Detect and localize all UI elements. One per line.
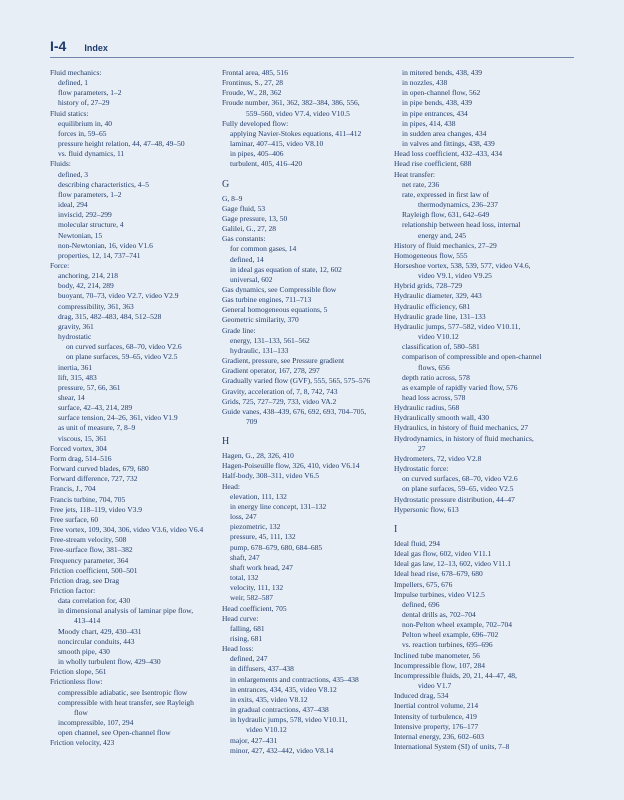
- index-subentry: in pipe bends, 438, 439: [402, 98, 472, 108]
- index-subentry: describing characteristics, 4–5: [58, 179, 150, 189]
- index-subentry: surface, 42–43, 214, 289: [58, 403, 133, 413]
- index-subentry: on curved surfaces, 68–70, video V2.6: [402, 474, 518, 484]
- index-subentry: flow parameters, 1–2: [58, 189, 122, 199]
- index-entry: Gage fluid, 53: [222, 203, 266, 213]
- index-entry: Inclined tube manometer, 56: [394, 650, 480, 660]
- index-entry: Intensive property, 176–177: [394, 721, 479, 731]
- index-entry: Half-body, 308–311, video V6.5: [222, 471, 320, 481]
- index-subentry: in mitered bends, 438, 439: [402, 68, 482, 77]
- index-subentry: molecular structure, 4: [58, 220, 124, 230]
- index-entry: Grade line:: [222, 325, 256, 335]
- index-entry: Forward curved blades, 679, 680: [50, 464, 149, 474]
- index-subentry: dental drills as, 702–704: [402, 609, 476, 619]
- index-subentry: pump, 678–679, 680, 684–685: [230, 542, 323, 552]
- index-subentry: rate, expressed in first law of: [402, 189, 490, 199]
- index-subentry: video V10.12: [418, 332, 459, 342]
- index-subentry: pressure, 45, 111, 132: [230, 532, 296, 542]
- index-subentry: pressure, 57, 66, 361: [58, 382, 121, 392]
- index-entry: Gradient, pressure, see Pressure gradient: [222, 356, 345, 366]
- index-entry: Francis turbine, 704, 705: [50, 494, 126, 504]
- index-entry: Heat transfer:: [394, 169, 436, 179]
- index-entry: General homogeneous equations, 5: [222, 305, 328, 315]
- index-entry: Head:: [222, 481, 240, 491]
- page-header: [50, 38, 108, 54]
- index-subentry: properties, 12, 14, 737–741: [58, 250, 141, 260]
- index-entry: Impulse turbines, video V12.5: [394, 589, 485, 599]
- index-subentry: hydrostatic: [58, 332, 92, 342]
- index-subentry: energy, 131–133, 561–562: [230, 335, 310, 345]
- index-subentry: classification of, 580–581: [402, 342, 480, 352]
- index-entry: Horseshoe vortex, 538, 539, 577, video V4.6,: [394, 260, 531, 270]
- index-subentry: Moody chart, 429, 430–431: [58, 626, 142, 636]
- index-subentry: in open-channel flow, 562: [402, 88, 481, 98]
- index-subentry: vs. reaction turbines, 695–696: [402, 640, 493, 650]
- index-entry: Forced vortex, 304: [50, 443, 107, 453]
- index-entry: Fluid mechanics:: [50, 68, 102, 77]
- index-entry: Form drag, 514–516: [50, 453, 112, 463]
- index-entry: Friction slope, 561: [50, 667, 107, 677]
- index-subentry: 413–414: [74, 616, 101, 626]
- index-entry: Hydraulic diameter, 329, 443: [394, 291, 482, 301]
- index-entry: Froude, W., 28, 362: [222, 88, 282, 98]
- index-subentry: equilibrium in, 40: [58, 118, 112, 128]
- index-subentry: for common gases, 14: [230, 244, 297, 254]
- index-entry: Gradient operator, 167, 278, 297: [222, 366, 320, 376]
- index-entry: Force:: [50, 260, 70, 270]
- index-subentry: video V1.7: [418, 681, 452, 691]
- index-subentry: in sudden area changes, 434: [402, 128, 487, 138]
- index-subentry: data correlation for, 430: [58, 596, 131, 606]
- index-subentry: comparison of compressible and open-channel: [402, 352, 542, 362]
- index-entry: Incompressible flow, 107, 284: [394, 660, 485, 670]
- index-entry: Hydraulic jumps, 577–582, video V10.11,: [394, 321, 521, 331]
- index-subentry: on plane surfaces, 59–65, video V2.5: [66, 352, 178, 362]
- index-subentry: compressible with heat transfer, see Rayleigh: [58, 697, 194, 707]
- index-entry: Fully developed flow:: [222, 118, 289, 128]
- index-subentry: open channel, see Open-channel flow: [58, 728, 171, 738]
- index-subentry: energy and, 245: [418, 230, 466, 240]
- index-entry: Friction drag, see Drag: [50, 575, 120, 585]
- index-entry: Gas dynamics, see Compressible flow: [222, 284, 337, 294]
- index-entry: Free jets, 118–119, video V3.9: [50, 504, 143, 514]
- index-subentry: 709: [246, 417, 258, 426]
- index-subentry: in entrances, 434, 435, video V8.12: [230, 684, 337, 694]
- index-subentry: major, 427–431: [230, 735, 278, 745]
- index-entry: History of fluid mechanics, 27–29: [394, 240, 497, 250]
- index-entry: Friction velocity, 423: [50, 738, 115, 748]
- index-entry: Frontal area, 485, 516: [222, 68, 289, 77]
- index-subentry: velocity, 111, 132: [230, 583, 284, 593]
- letter-heading: H: [222, 436, 230, 448]
- index-entry: Internal energy, 236, 602–603: [394, 731, 484, 741]
- index-subentry: as unit of measure, 7, 8–9: [58, 423, 136, 433]
- index-entry: Head loss:: [222, 644, 254, 654]
- index-entry: Friction coefficient, 500–501: [50, 565, 138, 575]
- index-subentry: buoyant, 70–73, video V2.7, video V2.9: [58, 291, 179, 301]
- index-entry: Homogeneous flow, 555: [394, 250, 468, 260]
- index-entry: Hydraulic efficiency, 681: [394, 301, 471, 311]
- index-subentry: in wholly turbulent flow, 429–430: [58, 657, 161, 667]
- index-entry: Head rise coefficient, 688: [394, 159, 472, 169]
- index-subentry: body, 42, 214, 289: [58, 281, 114, 291]
- index-subentry: universal, 602: [230, 274, 273, 284]
- index-subentry: elevation, 111, 132: [230, 491, 287, 501]
- index-subentry: inviscid, 292–299: [58, 210, 112, 220]
- index-entry: Hagen, G., 28, 326, 410: [222, 451, 294, 461]
- index-entry: Gas constants:: [222, 234, 266, 244]
- index-subentry: defined, 14: [230, 254, 264, 264]
- index-subentry: in enlargements and contractions, 435–438: [230, 674, 359, 684]
- index-subentry: thermodynamics, 236–237: [418, 200, 498, 210]
- index-subentry: surface tension, 24–26, 361, video V1.9: [58, 413, 178, 423]
- index-entry: Hybrid grids, 728–729: [394, 281, 463, 291]
- index-subentry: defined, 3: [58, 169, 88, 179]
- index-subentry: net rate, 236: [402, 179, 440, 189]
- index-subentry: minor, 427, 432–442, video V8.14: [230, 745, 334, 755]
- index-subentry: defined, 696: [402, 599, 440, 609]
- index-column-2: [222, 68, 386, 756]
- index-entry: Hydrometers, 72, video V2.8: [394, 453, 482, 463]
- index-subentry: in pipe entrances, 434: [402, 108, 468, 118]
- page-title: Index: [84, 43, 108, 53]
- index-subentry: defined, 247: [230, 654, 268, 664]
- index-entry: Gradually varied flow (GVF), 555, 565, 575–576: [222, 376, 371, 386]
- index-entry: Grids, 725, 727–729, 733, video VA.2: [222, 396, 337, 406]
- letter-heading: I: [394, 523, 398, 535]
- index-subentry: loss, 247: [230, 512, 257, 522]
- index-subentry: shear, 14: [58, 393, 85, 402]
- index-entry: International System (SI) of units, 7–8: [394, 742, 510, 751]
- index-subentry: shaft, 247: [230, 552, 260, 562]
- index-entry: Friction factor:: [50, 585, 96, 595]
- index-column-1: [50, 68, 212, 748]
- index-subentry: rising, 681: [230, 633, 263, 643]
- index-entry: Induced drag, 534: [394, 691, 449, 701]
- index-subentry: on curved surfaces, 68–70, video V2.6: [66, 342, 182, 352]
- index-subentry: shaft work head, 247: [230, 562, 293, 572]
- index-entry: Ideal head rise, 678–679, 680: [394, 569, 483, 579]
- index-entry: Frictionless flow:: [50, 677, 103, 687]
- index-entry: Inertial control volume, 214: [394, 701, 479, 711]
- index-subentry: hydraulic, 131–133: [230, 345, 289, 355]
- index-subentry: defined, 1: [58, 78, 88, 88]
- index-entry: G, 8–9: [222, 193, 243, 203]
- index-column-3: [394, 68, 572, 752]
- index-subentry: inertia, 361: [58, 362, 93, 372]
- index-entry: Hagen-Poiseuille flow, 326, 410, video V6.14: [222, 461, 360, 471]
- index-entry: Hypersonic flow, 613: [394, 504, 459, 514]
- index-subentry: as example of rapidly varied flow, 576: [402, 382, 518, 392]
- index-entry: Francis, J., 704: [50, 484, 96, 494]
- index-subentry: relationship between head loss, internal: [402, 220, 521, 230]
- index-entry: Head curve:: [222, 613, 259, 623]
- index-subentry: non-Newtonian, 16, video V1.6: [58, 240, 153, 250]
- index-subentry: depth ratio across, 578: [402, 372, 470, 382]
- index-subentry: compressibility, 361, 363: [58, 301, 134, 311]
- header-rule: [50, 57, 574, 58]
- index-subentry: in pipes, 405–406: [230, 149, 284, 159]
- index-subentry: history of, 27–29: [58, 98, 110, 108]
- index-subentry: smooth pipe, 430: [58, 646, 110, 656]
- index-subentry: non-Pelton wheel example, 702–704: [402, 620, 512, 630]
- index-entry: Hydrodynamics, in history of fluid mechanics,: [394, 433, 534, 443]
- index-entry: Hydraulic radius, 568: [394, 403, 460, 413]
- index-subentry: forces in, 59–65: [58, 128, 107, 138]
- index-entry: Froude number, 361, 362, 382–384, 386, 556,: [222, 98, 360, 108]
- index-subentry: incompressible, 107, 294: [58, 718, 134, 727]
- index-subentry: in diffusers, 437–438: [230, 664, 294, 674]
- index-entry: Fluid statics:: [50, 108, 89, 118]
- index-entry: Hydrostatic force:: [394, 464, 449, 474]
- index-subentry: viscous, 15, 361: [58, 433, 107, 443]
- index-subentry: in hydraulic jumps, 578, video V10.11,: [230, 715, 348, 725]
- index-subentry: Rayleigh flow, 631, 642–649: [402, 210, 490, 220]
- index-subentry: piezometric, 132: [230, 522, 281, 532]
- index-subentry: noncircular conduits, 443: [58, 636, 135, 646]
- letter-heading: G: [222, 178, 230, 190]
- index-entry: Gage pressure, 13, 50: [222, 213, 288, 223]
- index-entry: Impellers, 675, 676: [394, 579, 453, 589]
- index-entry: Hydraulic grade line, 131–133: [394, 311, 486, 321]
- index-entry: Ideal fluid, 294: [394, 538, 441, 548]
- index-entry: Guide vanes, 438–439, 676, 692, 693, 704–705,: [222, 406, 367, 416]
- index-entry: Ideal gas law, 12–13, 602, video V11.1: [394, 559, 511, 569]
- index-subentry: 27: [418, 443, 426, 453]
- index-entry: Incompressible fluids, 20, 21, 44–47, 48,: [394, 670, 517, 680]
- index-subentry: head loss across, 578: [402, 393, 466, 402]
- index-entry: Hydraulics, in history of fluid mechanics, 27: [394, 423, 529, 433]
- index-subentry: weir, 582–587: [230, 593, 274, 603]
- index-subentry: video V9.1, video V9.25: [418, 271, 492, 281]
- index-subentry: total, 132: [230, 573, 259, 583]
- index-subentry: pressure height relation, 44, 47–48, 49–50: [58, 139, 185, 149]
- index-entry: Hydrostatic pressure distribution, 44–47: [394, 494, 515, 504]
- index-subentry: lift, 315, 483: [58, 372, 97, 382]
- index-subentry: gravity, 361: [58, 321, 94, 331]
- index-entry: Head coefficient, 705: [222, 603, 287, 613]
- index-subentry: laminar, 407–415, video V8.10: [230, 139, 324, 149]
- index-entry: Fluids:: [50, 159, 71, 169]
- index-subentry: falling, 681: [230, 623, 265, 633]
- index-entry: Intensity of turbulence, 419: [394, 711, 477, 721]
- index-subentry: vs. fluid dynamics, 11: [58, 149, 125, 159]
- index-entry: Frequency parameter, 364: [50, 555, 129, 565]
- index-entry: Hydraulically smooth wall, 430: [394, 413, 489, 423]
- index-subentry: compressible adiabatic, see Isentropic flow: [58, 687, 188, 697]
- index-entry: Free-stream velocity, 508: [50, 535, 127, 545]
- index-subentry: in valves and fittings, 438, 439: [402, 139, 495, 149]
- index-subentry: 559–560, video V7.4, video V10.5: [246, 108, 350, 118]
- index-subentry: Newtonian, 15: [58, 230, 103, 240]
- index-subentry: flows, 656: [418, 362, 450, 372]
- index-subentry: in dimensional analysis of laminar pipe flow,: [58, 606, 194, 616]
- index-subentry: on plane surfaces, 59–65, video V2.5: [402, 484, 514, 494]
- index-subentry: video V10.12: [246, 725, 287, 735]
- index-entry: Free surface, 60: [50, 514, 99, 524]
- index-entry: Gravity, acceleration of, 7, 8, 742, 743: [222, 386, 338, 396]
- index-subentry: in gradual contractions, 437–438: [230, 705, 329, 715]
- index-subentry: drag, 315, 482–483, 484, 512–528: [58, 311, 162, 321]
- index-entry: Galilei, G., 27, 28: [222, 224, 276, 234]
- index-entry: Frontinus, S., 27, 28: [222, 78, 284, 88]
- index-subentry: ideal, 294: [58, 200, 88, 210]
- index-subentry: in exits, 435, video V8.12: [230, 694, 308, 704]
- index-subentry: in pipes, 414, 438: [402, 118, 456, 128]
- index-entry: Free vortex, 109, 304, 306, video V3.6, video V6.4: [50, 525, 204, 535]
- index-subentry: anchoring, 214, 218: [58, 271, 118, 281]
- index-entry: Free-surface flow, 381–382: [50, 545, 133, 555]
- index-subentry: Pelton wheel example, 696–702: [402, 630, 499, 640]
- index-subentry: in energy line concept, 131–132: [230, 501, 327, 511]
- index-subentry: flow: [74, 707, 88, 717]
- index-entry: Forward difference, 727, 732: [50, 474, 138, 484]
- index-subentry: flow parameters, 1–2: [58, 88, 122, 98]
- index-entry: Ideal gas flow, 602, video V11.1: [394, 549, 492, 559]
- index-subentry: turbulent, 405, 416–420: [230, 159, 303, 169]
- page-number: I-4: [50, 38, 67, 54]
- index-subentry: in nozzles, 438: [402, 78, 448, 88]
- index-entry: Geometric similarity, 370: [222, 315, 299, 325]
- index-subentry: applying Navier-Stokes equations, 411–412: [230, 128, 362, 138]
- index-entry: Head loss coefficient, 432–433, 434: [394, 149, 503, 159]
- index-entry: Gas turbine engines, 711–713: [222, 295, 312, 305]
- index-subentry: in ideal gas equation of state, 12, 602: [230, 264, 342, 274]
